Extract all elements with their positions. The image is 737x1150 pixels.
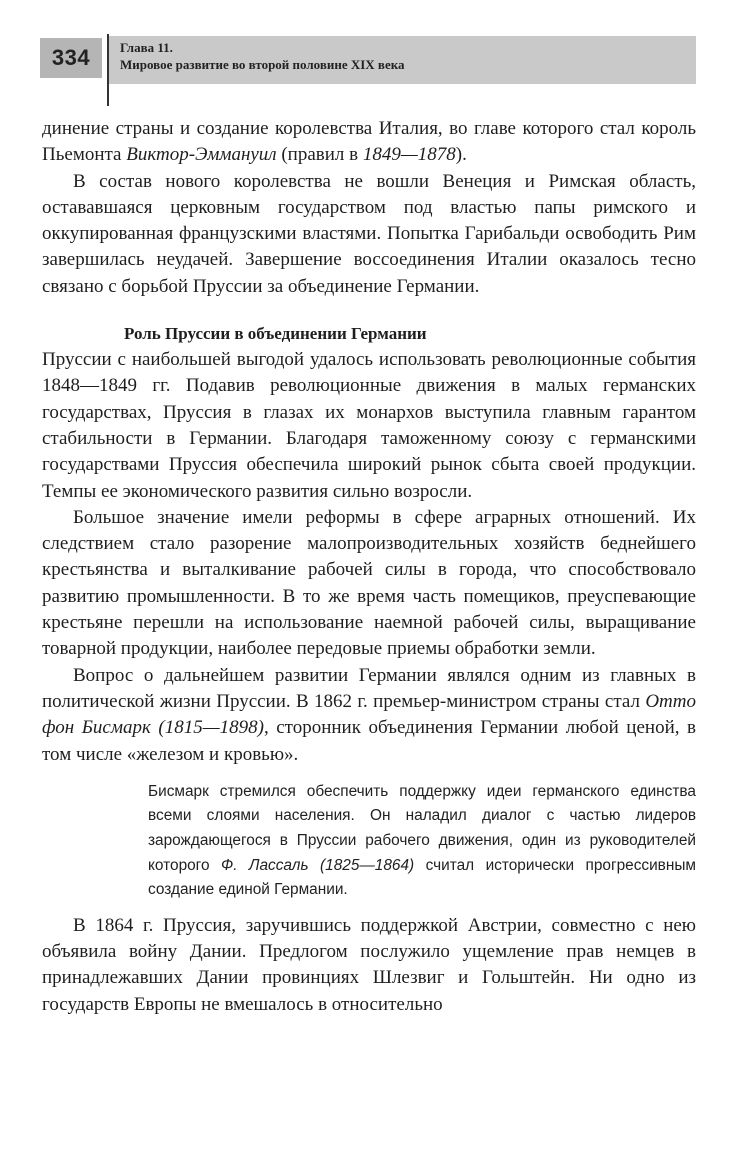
person-name: Ф. Лассаль (1825—1864) [220,856,415,874]
chapter-label: Глава 11. [120,40,173,55]
paragraph-1-text: динение страны и создание королевства Италия, во главе которого стал король Пьемонта [42,118,696,166]
paragraph-5 [42,663,696,768]
paragraph-1-text: ). [455,144,467,166]
paragraph-4: Большое значение имели реформы в сфере аграрных отношений. Их следствием стало разорение малопроизводительных хозяйств беднейшего крестьянства и выталкивание рабочей силы в города, что способствовало развитию промышленности. В то же время часть помещиков, преуспевающие крестьяне перешли на использование наемной рабочей силы, выращивание товарной продукции, наиболее передовые приемы обработки земли. [42,506,696,660]
person-name: Отто фон Бисмарк (1815—1898) [42,690,696,739]
page-number: 334 [40,38,102,78]
paragraph-5-text: , сторонник объединения Германии любой ценой, в том числе «железом и кровью». [42,717,696,765]
header-divider [107,34,109,106]
paragraph-5-text: Вопрос о дальнейшем развитии Германии являлся одним из главных в политической жизни Пруссии. В 1862 г. премьер-министром страны стал [42,664,696,712]
paragraph-3: Пруссии с наибольшей выгодой удалось использовать революционные события 1848—1849 гг. Подавив революционные движения в малых германских государствах, Пруссия в глазах их монархов выступила главным гарантом стабильности в Германии. Благодаря таможенному союзу с германскими государствами Пруссия обеспечила широкий рынок сбыта своей продукции. Темпы ее экономического развития сильно возросли. [42,349,696,502]
sidebar-note-text: считал исторически прогрессивным создание единой Германии. [148,856,696,899]
sidebar-note [148,780,696,903]
reign-years: 1849—1878 [362,144,456,166]
chapter-title: Мировое развитие во второй половине XIX века [120,57,405,72]
paragraph-6: В 1864 г. Пруссия, заручившись поддержкой Австрии, совместно с нею объявила войну Дании. Предлогом послужило ущемление прав немцев в принадлежавших Дании провинциях Шлезвиг и Гольштейн. Ни одно из государств Европы не вмешалось в относительно [42,914,696,1015]
person-name: Виктор-Эммануил [126,144,277,166]
paragraph-1-text: (правил в [276,144,363,166]
sidebar-note-text: Бисмарк стремился обеспечить поддержку идеи германского единства всеми слоями населения. Он наладил диалог с частью лидеров зарождающегося в Пруссии рабочего движения, один из руководителей которого [148,782,696,874]
page-body [42,116,696,1018]
section-spacer [42,300,696,322]
paragraph-2: В состав нового королевства не вошли Венеция и Римская область, остававшаяся церковным государством под властью папы римского и оккупированная французскими властями. Попытка Гарибальди освободить Рим завершилась неудачей. Завершение воссоединения Италии оказалось тесно связано с борьбой Пруссии за объединение Германии. [42,170,696,297]
section-heading: Роль Пруссии в объединении Германии [124,324,427,344]
paragraph-1 [42,116,696,169]
